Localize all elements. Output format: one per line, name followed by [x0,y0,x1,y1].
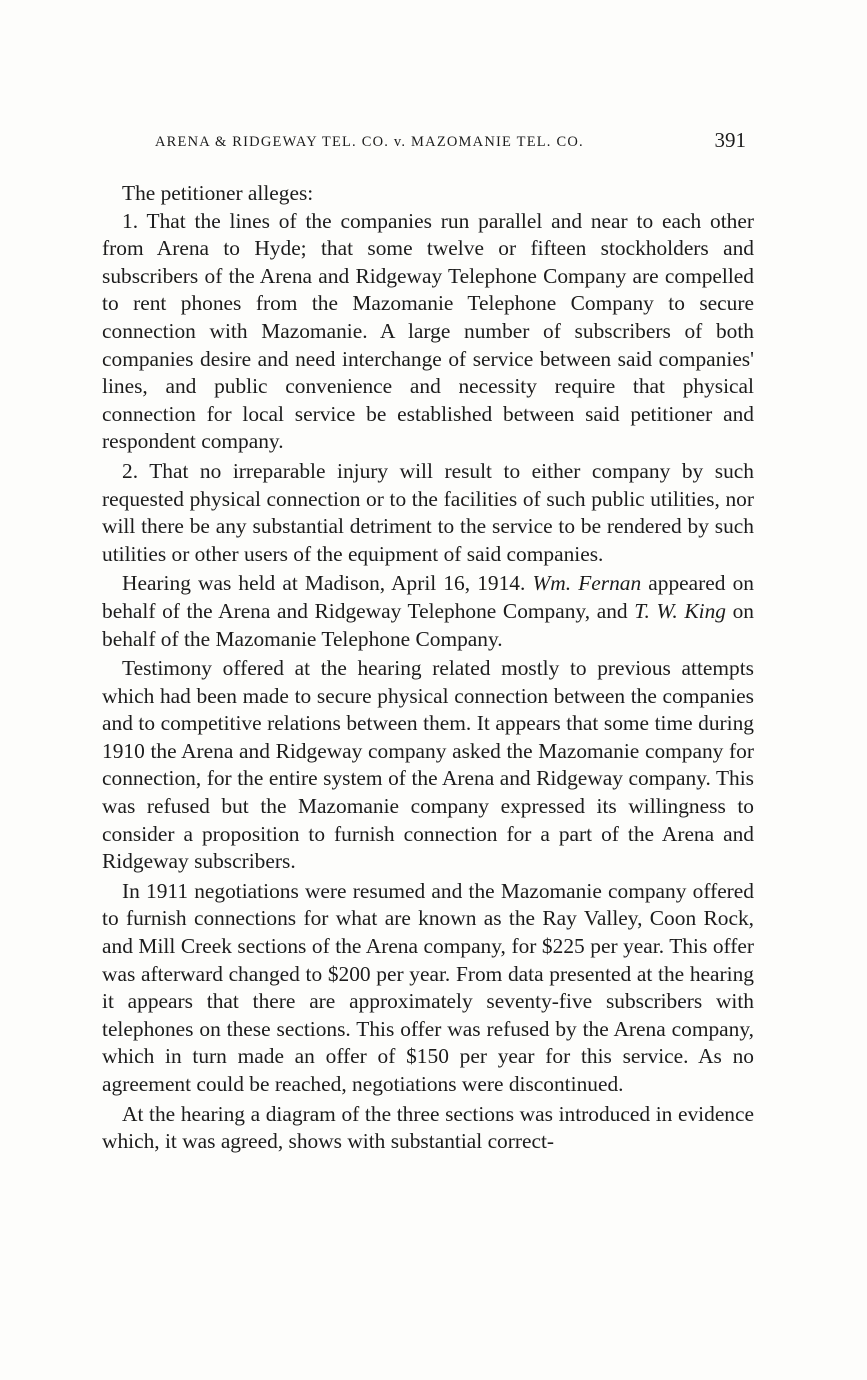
counsel-name-king: T. W. King [634,598,726,623]
hearing-text-3: on behalf of the Mazomanie Telephone Company. [102,598,754,651]
paragraph-negotiations-1911: In 1911 negotiations were resumed and the Mazomanie company offered to furnish connections for what are known as the Ray Valley, Coon Rock, and Mill Creek sections of the Arena company, for $225 per year. This offer was afterward changed to $200 per year. From data presented at the hearing it appears that there are approximately seventy-five subscribers with telephones on these sections. This offer was refused by the Arena company, which in turn made an offer of $150 per year for this service. As no agreement could be reached, negotiations were discontinued. [102,878,754,1096]
paragraph-diagram: At the hearing a diagram of the three sections was introduced in evidence which, it was agreed, shows with substantial correct- [102,1101,754,1154]
hearing-text-1: Hearing was held at Madison, April 16, 1914. [122,571,533,596]
body-text [102,180,754,1158]
paragraph-allegation-2: 2. That no irreparable injury will result to either company by such requested physical connection or to the facilities of such public utilities, nor will there be any substantial detriment to the service to be rendered by such utilities or other users of the equipment of said companies. [102,458,754,566]
hearing-text-2: appeared on behalf of the Arena and Ridgeway Telephone Company, and [102,571,754,623]
paragraph-allegation-1: 1. That the lines of the companies run parallel and near to each other from Arena to Hyde; that some twelve or fifteen stockholders and subscribers of the Arena and Ridgeway Telephone Company are compelled to rent phones from the Mazomanie Telephone Company to secure connection with Mazomanie. A large number of subscribers of both companies desire and need interchange of service between said companies' lines, and public convenience and necessity require that physical connection for local service be established between said petitioner and respondent company. [102,208,754,454]
paragraph-petitioner-alleges: The petitioner alleges: [122,181,314,205]
page-number: 391 [714,128,746,152]
counsel-name-fernan: Wm. Fernan [532,571,642,596]
running-head [150,128,750,158]
running-head-title: ARENA & RIDGEWAY TEL. CO. v. MAZOMANIE TEL. CO. [155,134,584,150]
paragraph-hearing [102,570,754,653]
paragraph-testimony: Testimony offered at the hearing related mostly to previous attempts which had been made to secure physical connection between the companies and to competitive relations between them. It appears that some time during 1910 the Arena and Ridgeway company asked the Mazomanie company for connection, for the entire system of the Arena and Ridgeway company. This was refused but the Mazomanie company expressed its willingness to consider a proposition to furnish connection for a part of the Arena and Ridgeway subscribers. [102,656,754,874]
